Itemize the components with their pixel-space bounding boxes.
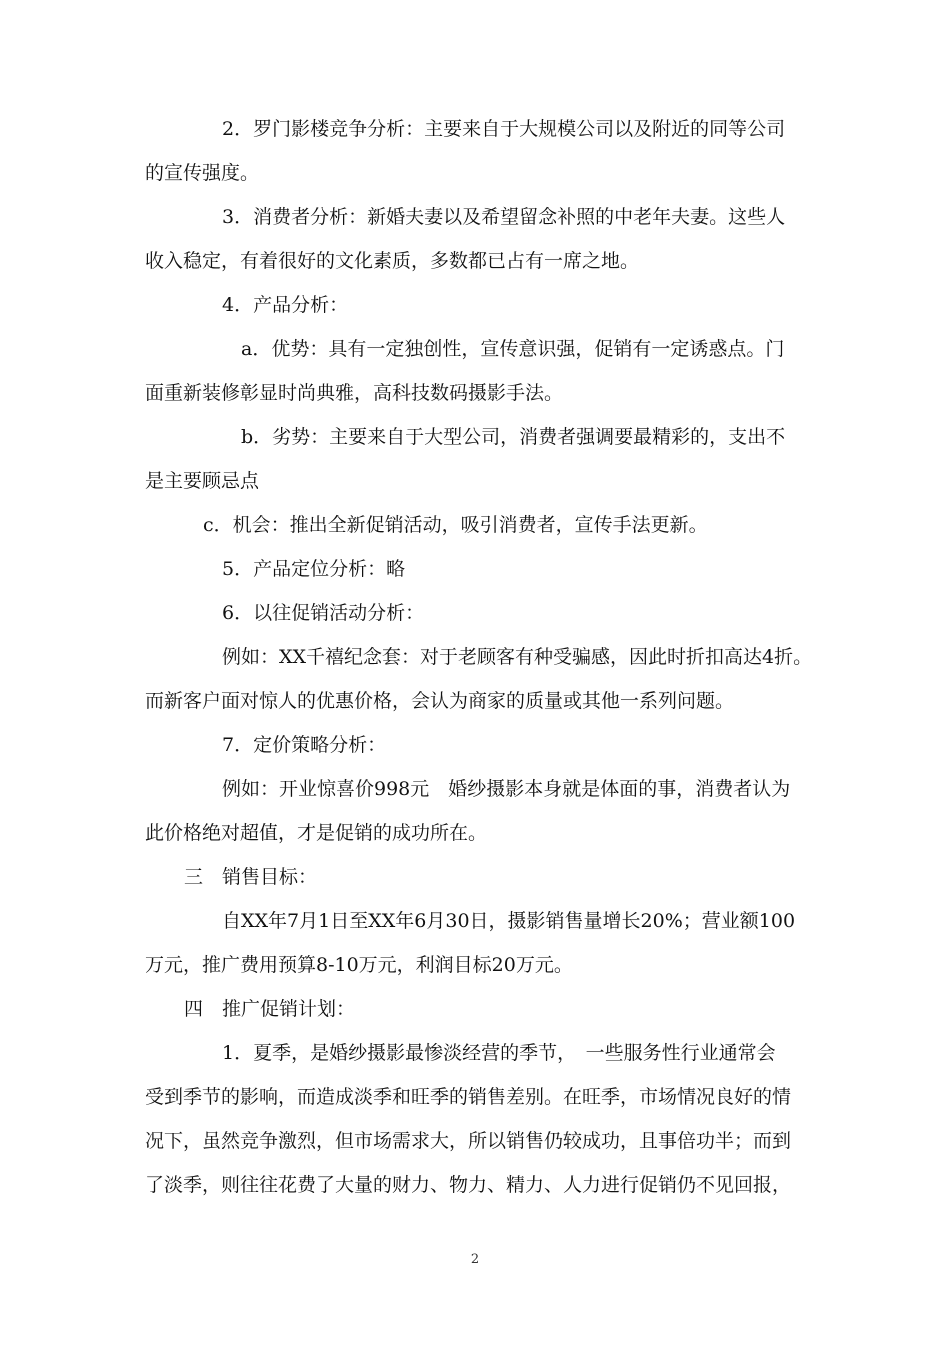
text-line: a．优势：具有一定独创性，宣传意识强，促销有一定诱惑点。门 [241, 338, 785, 360]
text-line: 6．以往促销活动分析： [222, 602, 425, 624]
text-line: 万元，推广费用预算8-10万元，利润目标20万元。 [145, 954, 573, 976]
text-line: 而新客户面对惊人的优惠价格，会认为商家的质量或其他一系列问题。 [145, 690, 735, 712]
text-line: 1．夏季，是婚纱摄影最惨淡经营的季节， 一些服务性行业通常会 [222, 1042, 776, 1064]
text-line: 况下，虽然竞争激烈，但市场需求大，所以销售仍较成功，且事倍功半；而到 [145, 1130, 792, 1152]
text-line: 5．产品定位分析：略 [222, 558, 406, 580]
text-line: 2．罗门影楼竞争分析：主要来自于大规模公司以及附近的同等公司 [222, 118, 786, 140]
section-heading: 三 销售目标： [184, 866, 318, 888]
text-line: 4．产品分析： [222, 294, 349, 316]
text-line: 受到季节的影响，而造成淡季和旺季的销售差别。在旺季，市场情况良好的情 [145, 1086, 792, 1108]
text-line: 收入稳定，有着很好的文化素质，多数都已占有一席之地。 [145, 250, 640, 272]
text-line: 是主要顾忌点 [145, 470, 260, 492]
text-line: 面重新装修彰显时尚典雅，高科技数码摄影手法。 [145, 382, 564, 404]
section-heading: 四 推广促销计划： [184, 998, 356, 1020]
text-line: 了淡季，则往往花费了大量的财力、物力、精力、人力进行促销仍不见回报， [145, 1174, 792, 1196]
text-line: 例如：XX千禧纪念套：对于老顾客有种受骗感，因此时折扣高达4折。 [222, 646, 813, 668]
text-line: 此价格绝对超值，才是促销的成功所在。 [145, 822, 488, 844]
text-line: b．劣势：主要来自于大型公司，消费者强调要最精彩的，支出不 [241, 426, 786, 448]
text-line: 自XX年7月1日至XX年6月30日，摄影销售量增长20%；营业额100 [222, 910, 796, 932]
text-line: 例如：开业惊喜价998元 婚纱摄影本身就是体面的事，消费者认为 [222, 778, 791, 800]
text-line: 的宣传强度。 [145, 162, 260, 184]
text-line: c．机会：推出全新促销活动，吸引消费者，宣传手法更新。 [203, 514, 708, 536]
text-line: 7．定价策略分析： [222, 734, 387, 756]
text-line: 3．消费者分析：新婚夫妻以及希望留念补照的中老年夫妻。这些人 [222, 206, 786, 228]
page-number: 2 [470, 1252, 480, 1267]
